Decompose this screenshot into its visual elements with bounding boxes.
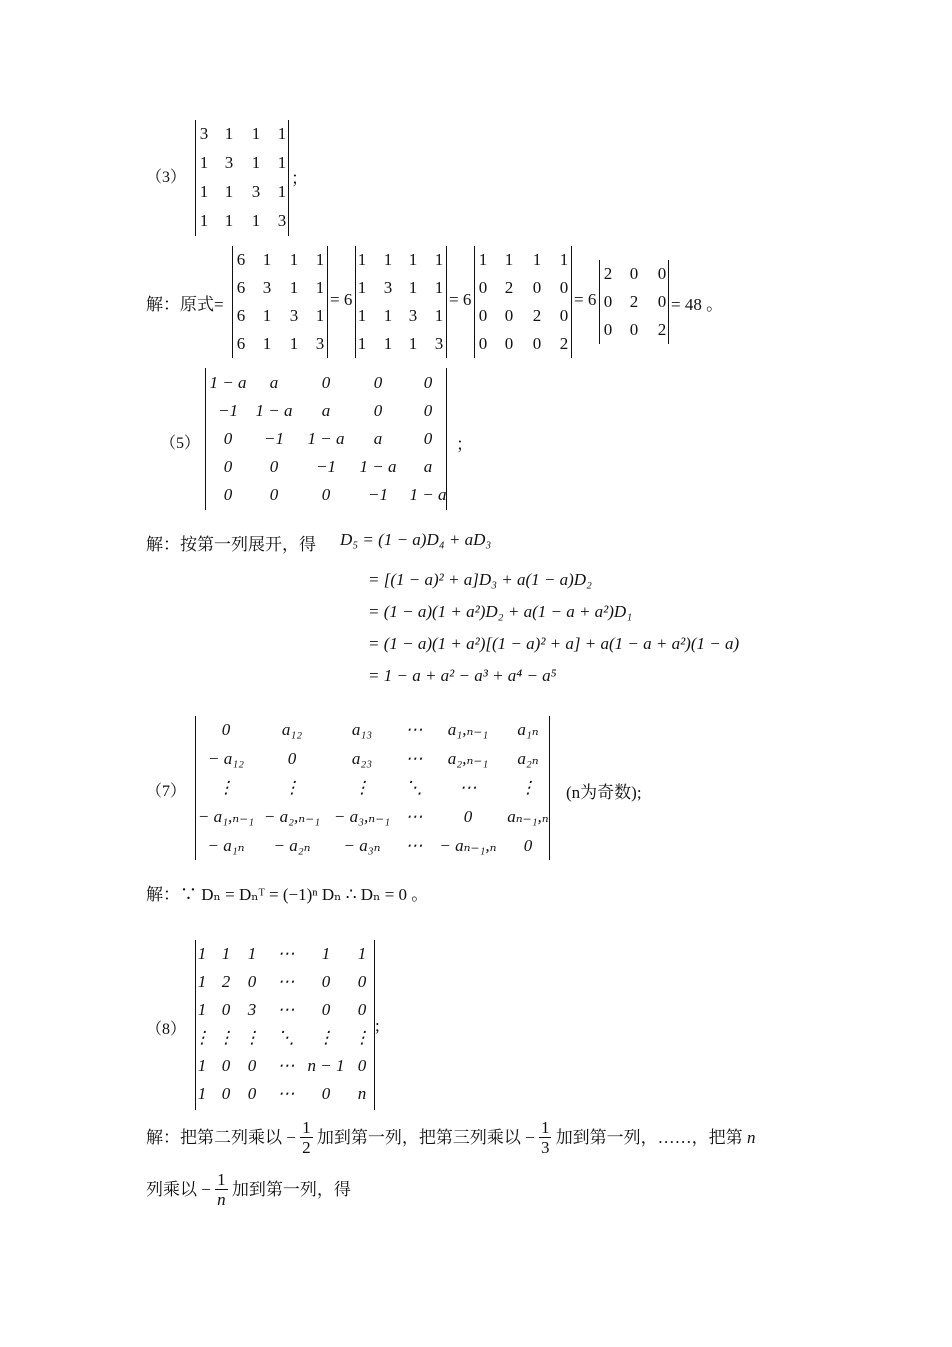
matrix-cell: ⋮ [317, 1028, 335, 1047]
fraction-one-half [300, 1118, 313, 1157]
solution-5-line3: = (1 − a)(1 + a²)D₂ + a(1 − a + a²)D₁ [368, 602, 633, 621]
matrix-cell: ⋯ [277, 1056, 295, 1075]
matrix-cell: 0 [221, 1056, 231, 1075]
matrix-cell: ⋯ [277, 1084, 295, 1103]
matrix-cell: ⋯ [405, 836, 423, 855]
matrix-cell: 1 − a [209, 373, 247, 392]
matrix-cell: 0 [603, 292, 613, 311]
matrix-row [196, 968, 374, 996]
matrix-row [196, 120, 288, 148]
matrix-cell: ⋯ [277, 972, 295, 991]
problem-7-label: （7） [146, 783, 187, 800]
matrix-cell: aₙ₋₁,ₙ [507, 807, 549, 826]
matrix-cell: 6 [236, 278, 246, 297]
matrix-cell: 0 [287, 749, 297, 768]
matrix-row [600, 316, 668, 344]
matrix-row [196, 716, 549, 744]
matrix-cell: a₂₃ [351, 749, 373, 768]
matrix-cell: − a₂ₙ [273, 836, 311, 855]
matrix-cell: 2 [504, 278, 514, 297]
matrix-cell: 0 [357, 1000, 367, 1019]
matrix-cell: 6 [236, 306, 246, 325]
matrix-cell: 1 [221, 944, 231, 963]
matrix-cell: 0 [221, 1000, 231, 1019]
matrix-cell: 0 [629, 320, 639, 339]
matrix-cell: −1 [316, 457, 336, 476]
fraction-denominator: 2 [302, 1138, 311, 1157]
matrix-cell: 3 [408, 306, 418, 325]
matrix-cell: 0 [357, 972, 367, 991]
matrix-row [600, 260, 668, 288]
matrix-cell: 1 [383, 306, 393, 325]
matrix-cell: − a₁ₙ [207, 836, 245, 855]
matrix-cell: ⋯ [459, 778, 477, 797]
matrix-row [475, 330, 571, 358]
matrix-cell: 1 [197, 972, 207, 991]
matrix-cell: 0 [478, 334, 488, 353]
problem-3-label: （3） [146, 169, 187, 186]
determinant-s3-step2 [355, 246, 447, 358]
matrix-cell: a [321, 401, 331, 420]
solution-8-part-c: 加到第一列，……，把第 [555, 1128, 743, 1147]
matrix-cell: a₁,ₙ₋₁ [447, 720, 489, 739]
matrix-row [356, 330, 446, 358]
matrix-cell: 0 [463, 807, 473, 826]
matrix-row [233, 330, 327, 358]
matrix-cell: 1 [262, 250, 272, 269]
matrix-cell: a [269, 373, 279, 392]
matrix-cell: 2 [559, 334, 569, 353]
matrix-cell: 1 [224, 124, 234, 143]
matrix-cell: 0 [247, 1084, 257, 1103]
matrix-cell: 0 [321, 1084, 331, 1103]
determinant-s3-step4 [599, 260, 669, 344]
matrix-cell: 0 [478, 278, 488, 297]
matrix-row [475, 274, 571, 302]
matrix-cell: a₂ₙ [517, 749, 539, 768]
solution-5-line5: = 1 − a + a² − a³ + a⁴ − a⁵ [368, 666, 557, 685]
problem-5-end: ； [456, 435, 473, 454]
matrix-cell: 1 [277, 182, 287, 201]
matrix-cell: ⋮ [243, 1028, 261, 1047]
matrix-cell: 0 [321, 1000, 331, 1019]
matrix-cell: 1 [532, 250, 542, 269]
matrix-row [356, 274, 446, 302]
matrix-cell: −1 [368, 485, 388, 504]
matrix-cell: 0 [423, 429, 433, 448]
matrix-cell: 1 [357, 278, 367, 297]
matrix-row [206, 425, 446, 453]
matrix-cell: −1 [264, 429, 284, 448]
solution-3-result: = 48 。 [671, 295, 724, 314]
determinant-problem-3 [195, 120, 289, 236]
matrix-cell: 0 [321, 485, 331, 504]
fraction-denominator: 3 [540, 1138, 550, 1157]
matrix-cell: 1 [315, 306, 325, 325]
solution-3-prefix: 解：原式= [146, 295, 224, 314]
matrix-cell: 1 [357, 306, 367, 325]
equals-six-3: = 6 [574, 290, 597, 309]
equals-six-2: = 6 [449, 290, 472, 309]
problem-8-end: ; [375, 1016, 380, 1035]
matrix-cell: 0 [523, 836, 533, 855]
solution-8-part-e: 加到第一列，得 [231, 1180, 351, 1199]
matrix-row [206, 397, 446, 425]
matrix-cell: 1 [247, 944, 257, 963]
matrix-cell: a [423, 457, 433, 476]
matrix-cell: n [357, 1084, 367, 1103]
matrix-row [356, 302, 446, 330]
problem-8-label: （8） [146, 1021, 187, 1038]
matrix-cell: 1 [277, 124, 287, 143]
matrix-cell: 1 − a [409, 485, 447, 504]
matrix-cell: 1 [289, 250, 299, 269]
matrix-cell: 0 [373, 373, 383, 392]
matrix-cell: 0 [504, 306, 514, 325]
matrix-cell: ⋮ [193, 1028, 211, 1047]
matrix-cell: 0 [321, 373, 331, 392]
matrix-cell: 0 [657, 264, 667, 283]
matrix-row [196, 149, 288, 177]
equals-six-1: = 6 [330, 290, 353, 309]
matrix-cell: 0 [532, 278, 542, 297]
matrix-cell: 1 [408, 250, 418, 269]
matrix-cell: 1 [478, 250, 488, 269]
matrix-cell: ⋮ [283, 778, 301, 797]
matrix-row [206, 453, 446, 481]
matrix-cell: 1 [197, 1084, 207, 1103]
matrix-cell: 1 − a [359, 457, 397, 476]
solution-5-line4: = (1 − a)(1 + a²)[(1 − a)² + a] + a(1 − a + a²)(1 − a) [368, 634, 740, 653]
matrix-cell: 0 [357, 1056, 367, 1075]
matrix-cell: −1 [218, 401, 238, 420]
fraction-numerator: 1 [302, 1118, 311, 1137]
matrix-cell: 1 [559, 250, 569, 269]
matrix-cell: 1 [251, 211, 261, 230]
matrix-cell: 1 [434, 306, 444, 325]
matrix-cell: a₁₃ [351, 720, 373, 739]
matrix-cell: 0 [559, 278, 569, 297]
matrix-cell: − a₂,ₙ₋₁ [263, 807, 321, 826]
matrix-cell: 3 [247, 1000, 257, 1019]
solution-7-text: 解：∵ Dₙ = Dₙᵀ = (−1)ⁿ Dₙ ∴ Dₙ = 0 。 [146, 885, 429, 904]
matrix-cell: 1 − a [255, 401, 293, 420]
matrix-cell: 1 [357, 250, 367, 269]
matrix-row [196, 178, 288, 206]
fraction-one-over-n [215, 1170, 228, 1209]
matrix-row [233, 274, 327, 302]
matrix-cell: 1 [262, 334, 272, 353]
solution-8-var-n: n [746, 1128, 756, 1147]
matrix-cell: − a₁,ₙ₋₁ [197, 807, 255, 826]
matrix-cell: 1 [197, 1056, 207, 1075]
matrix-cell: a [373, 429, 383, 448]
matrix-cell: 0 [532, 334, 542, 353]
matrix-cell: 3 [289, 306, 299, 325]
matrix-cell: 3 [383, 278, 393, 297]
matrix-cell: − a₃,ₙ₋₁ [333, 807, 391, 826]
matrix-cell: n − 1 [307, 1056, 345, 1075]
matrix-cell: 0 [603, 320, 613, 339]
matrix-cell: 0 [223, 485, 233, 504]
matrix-cell: 0 [269, 457, 279, 476]
matrix-cell: 1 [197, 1000, 207, 1019]
matrix-cell: 0 [221, 1084, 231, 1103]
matrix-cell: 0 [629, 264, 639, 283]
matrix-cell: ⋯ [277, 944, 295, 963]
matrix-cell: − aₙ₋₁,ₙ [439, 836, 497, 855]
matrix-row [196, 1080, 374, 1108]
solution-5-line1: D₅ = (1 − a)D₄ + aD₃ [340, 530, 492, 549]
matrix-cell: ⋱ [277, 1028, 295, 1047]
matrix-cell: 1 [383, 250, 393, 269]
matrix-cell: 1 [251, 124, 261, 143]
matrix-row [206, 481, 446, 509]
solution-8-line1 [146, 1118, 755, 1157]
matrix-cell: 1 − a [307, 429, 345, 448]
matrix-cell: 3 [251, 182, 261, 201]
matrix-cell: 2 [221, 972, 231, 991]
matrix-cell: − a₁₂ [207, 749, 245, 768]
matrix-cell: 3 [434, 334, 444, 353]
determinant-problem-8 [195, 940, 375, 1110]
matrix-row [475, 302, 571, 330]
fraction-numerator: 1 [540, 1118, 550, 1137]
matrix-cell: 1 [199, 153, 209, 172]
matrix-cell: 1 [408, 334, 418, 353]
matrix-cell: 1 [277, 153, 287, 172]
matrix-cell: 2 [532, 306, 542, 325]
matrix-row [600, 288, 668, 316]
matrix-cell: 0 [423, 401, 433, 420]
matrix-cell: a₁₂ [281, 720, 303, 739]
matrix-cell: 1 [197, 944, 207, 963]
solution-5-intro: 解：按第一列展开，得 [146, 535, 316, 554]
matrix-cell: − a₃ₙ [343, 836, 381, 855]
fraction-numerator: 1 [217, 1170, 226, 1189]
matrix-row [356, 246, 446, 274]
matrix-cell: a₁ₙ [517, 720, 539, 739]
solution-8-line2 [146, 1170, 351, 1209]
problem-5-label: （5） [160, 435, 201, 452]
matrix-cell: 1 [315, 278, 325, 297]
solution-5-line2: = [(1 − a)² + a]D₃ + a(1 − a)D₂ [368, 570, 592, 589]
matrix-cell: 0 [247, 972, 257, 991]
matrix-cell: 1 [199, 211, 209, 230]
matrix-cell: 0 [373, 401, 383, 420]
matrix-row [196, 745, 549, 773]
matrix-cell: 0 [321, 972, 331, 991]
determinant-problem-5 [205, 368, 447, 510]
fraction-one-third [539, 1118, 552, 1157]
matrix-cell: 0 [478, 306, 488, 325]
matrix-cell: 6 [236, 250, 246, 269]
matrix-cell: 1 [434, 250, 444, 269]
matrix-cell: ⋯ [405, 749, 423, 768]
matrix-cell: 3 [262, 278, 272, 297]
matrix-cell: 2 [629, 292, 639, 311]
matrix-cell: 1 [251, 153, 261, 172]
matrix-row [196, 803, 549, 831]
problem-3-end: ； [291, 169, 308, 188]
matrix-cell: 1 [357, 944, 367, 963]
matrix-row [206, 369, 446, 397]
matrix-cell: 1 [434, 278, 444, 297]
matrix-cell: 0 [504, 334, 514, 353]
matrix-cell: 0 [657, 292, 667, 311]
matrix-cell: 0 [559, 306, 569, 325]
determinant-s3-step3 [474, 246, 572, 358]
matrix-cell: 2 [603, 264, 613, 283]
matrix-cell: 1 [315, 250, 325, 269]
matrix-cell: ⋯ [405, 720, 423, 739]
matrix-row [233, 302, 327, 330]
matrix-row [196, 1052, 374, 1080]
matrix-cell: 1 [408, 278, 418, 297]
matrix-cell: 1 [224, 182, 234, 201]
matrix-row [196, 774, 549, 802]
matrix-cell: 0 [223, 429, 233, 448]
matrix-row [196, 832, 549, 860]
matrix-cell: 1 [289, 278, 299, 297]
matrix-cell: 1 [383, 334, 393, 353]
matrix-cell: 1 [262, 306, 272, 325]
matrix-cell: 3 [277, 211, 287, 230]
matrix-cell: ⋯ [405, 807, 423, 826]
matrix-cell: ⋮ [217, 1028, 235, 1047]
matrix-cell: 1 [224, 211, 234, 230]
matrix-cell: 2 [657, 320, 667, 339]
matrix-cell: 3 [199, 124, 209, 143]
matrix-cell: ⋮ [353, 1028, 371, 1047]
matrix-row [196, 207, 288, 235]
fraction-denominator: n [217, 1190, 226, 1209]
matrix-row [196, 940, 374, 968]
matrix-cell: ⋮ [217, 778, 235, 797]
matrix-cell: ⋮ [519, 778, 537, 797]
matrix-cell: 0 [223, 457, 233, 476]
problem-7-note: (n为奇数); [566, 783, 642, 802]
matrix-cell: 1 [357, 334, 367, 353]
matrix-cell: 1 [321, 944, 331, 963]
solution-8-part-a: 解：把第二列乘以 − [146, 1128, 296, 1147]
matrix-cell: 1 [289, 334, 299, 353]
matrix-cell: 0 [247, 1056, 257, 1075]
matrix-cell: 1 [199, 182, 209, 201]
matrix-cell: 0 [221, 720, 231, 739]
matrix-cell: ⋯ [277, 1000, 295, 1019]
matrix-cell: ⋮ [353, 778, 371, 797]
matrix-row [233, 246, 327, 274]
matrix-cell: 3 [315, 334, 325, 353]
matrix-row [196, 996, 374, 1024]
matrix-cell: a₂,ₙ₋₁ [447, 749, 489, 768]
matrix-cell: ⋱ [405, 778, 423, 797]
determinant-problem-7 [195, 716, 550, 860]
matrix-row [193, 1024, 374, 1052]
matrix-cell: 1 [504, 250, 514, 269]
solution-8-part-b: 加到第一列，把第三列乘以 − [316, 1128, 535, 1147]
determinant-s3-step1 [232, 246, 328, 358]
solution-8-part-d: 列乘以 − [146, 1180, 211, 1199]
matrix-cell: 6 [236, 334, 246, 353]
matrix-cell: 0 [269, 485, 279, 504]
matrix-row [475, 246, 571, 274]
matrix-cell: 0 [423, 373, 433, 392]
matrix-cell: 3 [224, 153, 234, 172]
